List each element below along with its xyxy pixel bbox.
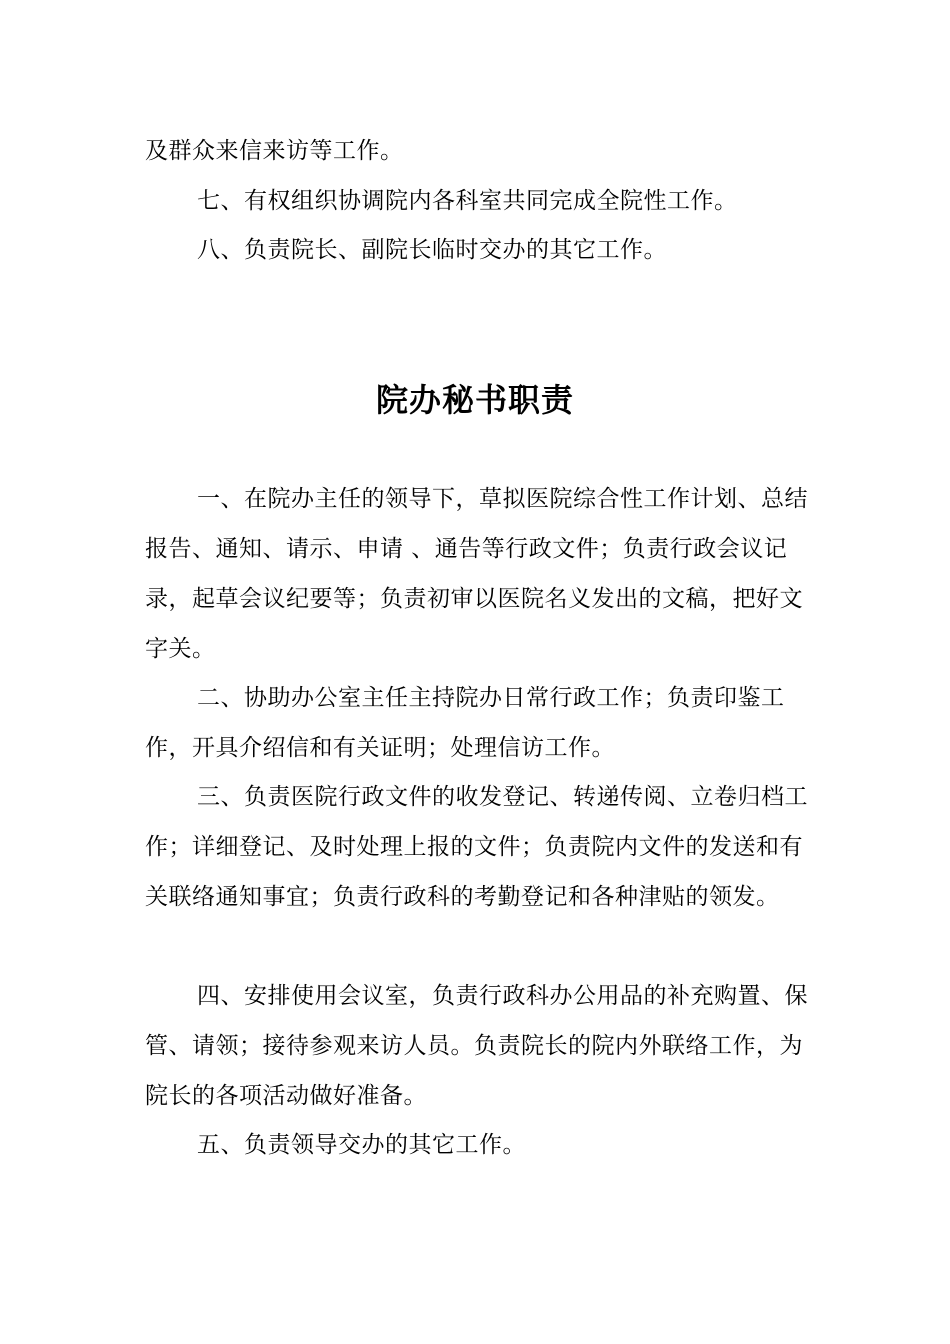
secretary-duty-4: 四、安排使用会议室，负责行政科办公用品的补充购置、保管、请领；接待参观来访人员。负责院长的院内外联络工作，为院长的各项活动做好准备。 xyxy=(145,983,808,1109)
secretary-duty-2: 二、协助办公室主任主持院办日常行政工作；负责印鉴工作，开具介绍信和有关证明；处理信访工作。 xyxy=(145,685,785,761)
secretary-duty-1: 一、在院办主任的领导下，草拟医院综合性工作计划、总结报告、通知、请示、申请 、通告等行政文件；负责行政会议记录，起草会议纪要等；负责初审以医院名义发出的文稿，把好文字关。 xyxy=(145,486,808,662)
section-title: 院办秘书职责 xyxy=(375,381,574,419)
secretary-duty-5: 五、负责领导交办的其它工作。 xyxy=(197,1132,526,1158)
duty-item-8: 八、负责院长、副院长临时交办的其它工作。 xyxy=(197,237,667,263)
secretary-duty-3: 三、负责医院行政文件的收发登记、转递传阅、立卷归档工作；详细登记、及时处理上报的文件；负责院内文件的发送和有关联络通知事宜；负责行政科的考勤登记和各种津贴的领发。 xyxy=(145,784,808,910)
continuation-line: 及群众来信来访等工作。 xyxy=(145,138,404,164)
duty-item-7: 七、有权组织协调院内各科室共同完成全院性工作。 xyxy=(197,188,738,214)
